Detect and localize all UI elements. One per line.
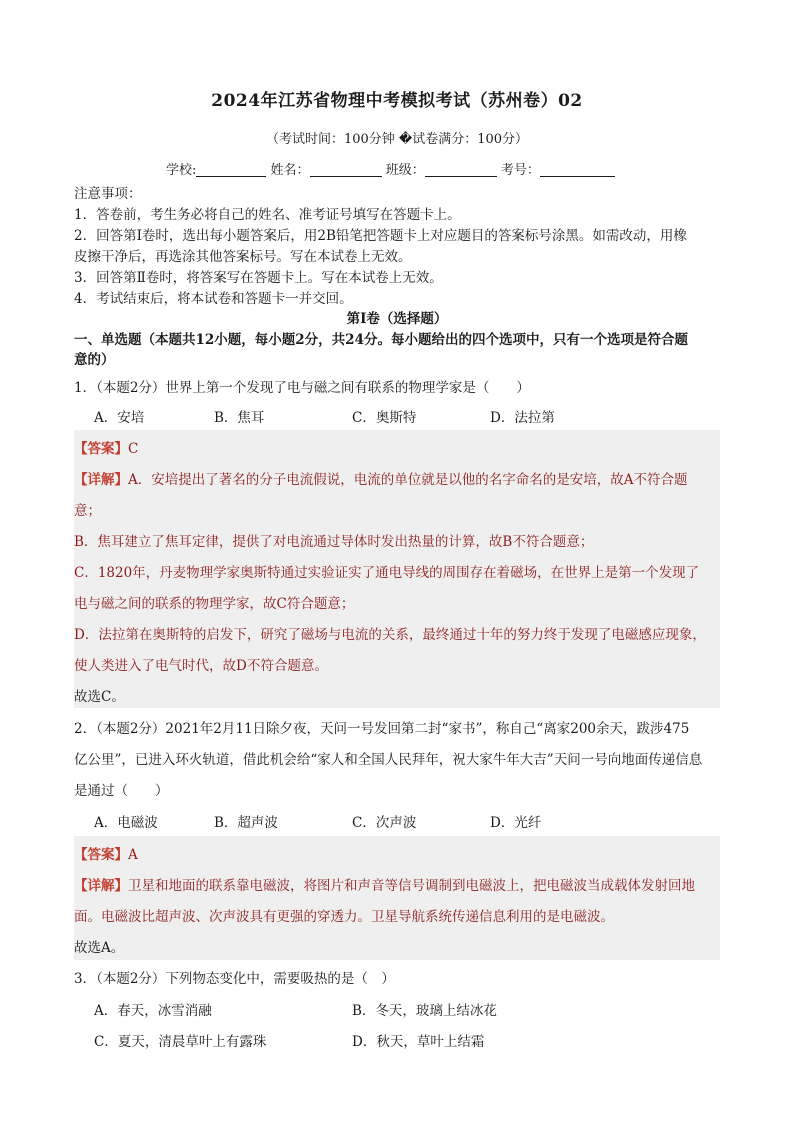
question-3-option-b: B．冬天，玻璃上结冰花: [352, 1003, 497, 1019]
question-2-answer: [74, 843, 138, 863]
question-2-option-b: B．超声波: [214, 815, 278, 831]
question-2-stem-cont: 亿公里”，已进入环火轨道，借此机会给“家人和全国人民拜年，祝大家牛年大吉”天问一号向地面传递信息: [74, 752, 703, 768]
section-instruction-cont: 意的）: [74, 352, 115, 368]
question-2-option-c: C．次声波: [352, 815, 417, 831]
exam-title: 2024年江苏省物理中考模拟考试（苏州卷）02: [211, 91, 583, 111]
detail-text: 卫星和地面的联系靠电磁波，将图片和声音等信号调制到电磁波上，把电磁波当成载体发射回地: [128, 878, 695, 894]
question-1-detail-line: 使人类进入了电气时代，故D不符合题意。: [74, 658, 328, 674]
question-2-option-a: A．电磁波: [94, 815, 158, 831]
note-item: 皮擦干净后，再选涂其他答案标号。写在本试卷上无效。: [74, 249, 412, 265]
notes-heading: 注意事项：: [74, 186, 142, 202]
school-blank[interactable]: [196, 162, 266, 177]
question-1-detail-line: C．1820年，丹麦物理学家奥斯特通过实验证实了通电导线的周围存在着磁场，在世界上是第一个发现了: [74, 565, 700, 581]
question-3-option-a: A．春天，冰雪消融: [94, 1003, 212, 1019]
question-3-option-d: D．秋天，草叶上结霜: [352, 1034, 485, 1050]
class-label: 班级：: [385, 163, 425, 178]
question-1-option-a: A．安培: [94, 410, 145, 426]
exam-subtitle: （考试时间：100分钟 �试卷满分：100分）: [265, 132, 529, 147]
detail-text: A．安培提出了著名的分子电流假说，电流的单位就是以他的名字命名的是安培，故A不符合题: [128, 472, 688, 488]
note-item: 3．回答第Ⅱ卷时，将答案写在答题卡上。写在本试卷上无效。: [74, 270, 443, 286]
question-1-answer: [74, 437, 138, 457]
section-title: 第Ⅰ卷（选择题）: [346, 311, 448, 327]
detail-tag: 【详解】: [74, 472, 128, 488]
question-1-detail-line: [74, 468, 688, 488]
question-1-detail-line: D．法拉第在奥斯特的启发下，研究了磁场与电流的关系，最终通过十年的努力终于发现了电磁感应现象，: [74, 627, 706, 643]
question-2-answer-box: [74, 836, 720, 960]
question-2-stem-cont: 是通过（ ）: [74, 783, 169, 799]
answer-value: A: [128, 847, 138, 863]
exam-number-label: 考号：: [500, 163, 540, 178]
question-1-stem: 1．（本题2分）世界上第一个发现了电与磁之间有联系的物理学家是（ ）: [74, 380, 530, 396]
class-blank[interactable]: [425, 162, 497, 177]
question-1-detail-line: B．焦耳建立了焦耳定律，提供了对电流通过导体时发出热量的计算，故B不符合题意；: [74, 534, 594, 550]
question-2-conclusion: 故选A。: [74, 940, 125, 956]
question-2-detail-line: [74, 874, 695, 894]
note-item: 4．考试结束后，将本试卷和答题卡一并交回。: [74, 291, 353, 307]
name-label: 姓名：: [270, 163, 310, 178]
question-1-option-c: C．奥斯特: [352, 410, 417, 426]
answer-tag: 【答案】: [74, 441, 128, 457]
question-2-option-d: D．光纤: [490, 815, 542, 831]
answer-value: C: [128, 441, 139, 457]
question-3-option-c: C．夏天，清晨草叶上有露珠: [94, 1034, 267, 1050]
question-2-detail-line: 面。电磁波比超声波、次声波具有更强的穿透力。卫星导航系统传递信息利用的是电磁波。: [74, 909, 614, 925]
question-3-stem: 3．（本题2分）下列物态变化中，需要吸热的是（ ）: [74, 971, 395, 987]
exam-number-blank[interactable]: [540, 162, 615, 177]
student-info-fields: [166, 159, 615, 178]
name-blank[interactable]: [310, 162, 382, 177]
answer-tag: 【答案】: [74, 847, 128, 863]
question-1-conclusion: 故选C。: [74, 689, 125, 705]
question-1-option-d: D．法拉第: [490, 410, 555, 426]
question-1-detail-line: 意；: [74, 503, 101, 519]
section-instruction: 一、单选题（本题共12小题，每小题2分，共24分。每小题给出的四个选项中，只有一个选项是符合题: [74, 332, 688, 348]
detail-tag: 【详解】: [74, 878, 128, 894]
question-1-detail-line: 电与磁之间的联系的物理学家，故C符合题意；: [74, 596, 355, 612]
school-label: 学校:: [166, 163, 197, 178]
question-1-option-b: B．焦耳: [214, 410, 265, 426]
note-item: 1．答卷前，考生务必将自己的姓名、准考证号填写在答题卡上。: [74, 207, 461, 223]
question-2-stem: 2．（本题2分）2021年2月11日除夕夜，天问一号发回第二封“家书”，称自己“离家200余天，跋涉475: [74, 721, 690, 737]
note-item: 2．回答第Ⅰ卷时，选出每小题答案后，用2B铅笔把答题卡上对应题目的答案标号涂黑。如需改动，用橡: [74, 228, 687, 244]
